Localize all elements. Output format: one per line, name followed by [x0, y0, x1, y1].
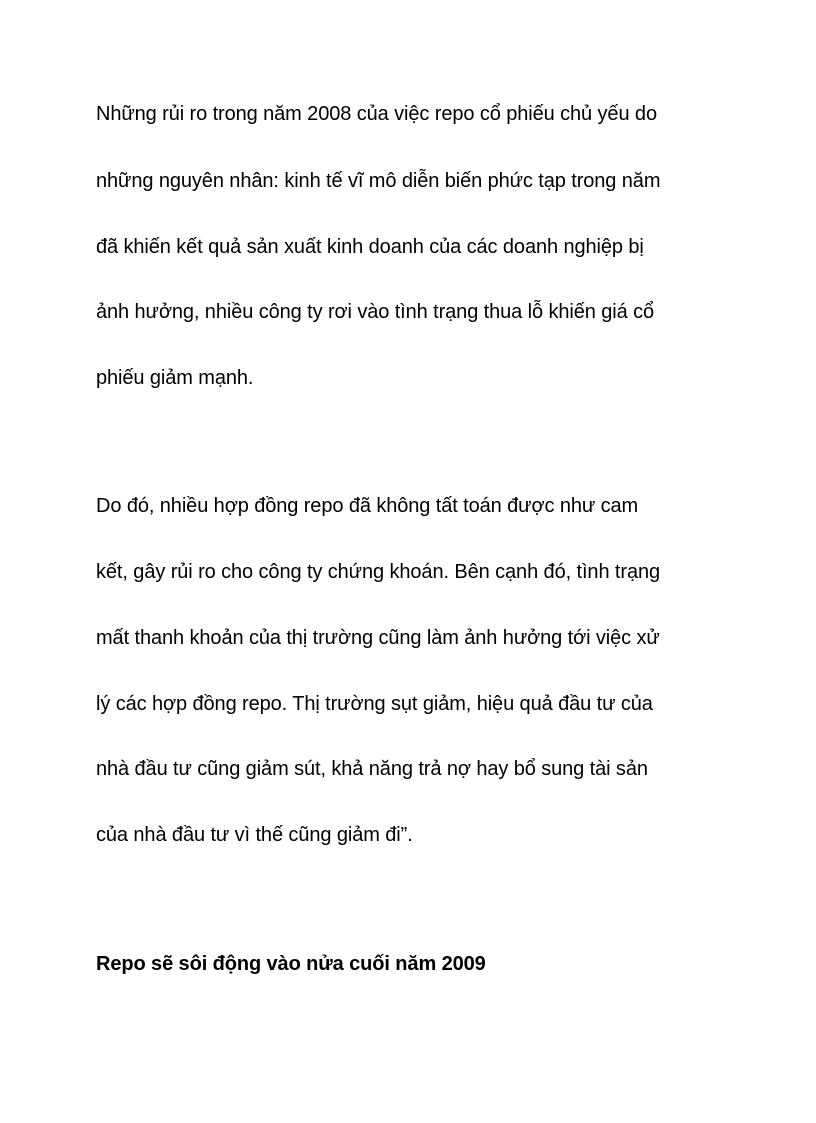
paragraph-2-line-3: mất thanh khoản của thị trường cũng làm ảnh hưởng tới việc xử	[96, 627, 660, 649]
paragraph-2-line-5: nhà đầu tư cũng giảm sút, khả năng trả nợ hay bổ sung tài sản	[96, 758, 648, 780]
paragraph-2-line-2: kết, gây rủi ro cho công ty chứng khoán. Bên cạnh đó, tình trạng	[96, 561, 661, 583]
paragraph-2-line-1: Do đó, nhiều hợp đồng repo đã không tất toán được như cam	[96, 495, 639, 517]
paragraph-1-line-5: phiếu giảm mạnh.	[96, 367, 254, 389]
paragraph-1-line-3: đã khiến kết quả sản xuất kinh doanh của các doanh nghiệp bị	[96, 236, 644, 258]
paragraph-1-line-4: ảnh hưởng, nhiều công ty rơi vào tình trạng thua lỗ khiến giá cổ	[96, 301, 655, 323]
paragraph-1-line-1: Những rủi ro trong năm 2008 của việc repo cổ phiếu chủ yếu do	[96, 103, 657, 125]
paragraph-2-line-4: lý các hợp đồng repo. Thị trường sụt giảm, hiệu quả đầu tư của	[96, 693, 653, 715]
section-heading: Repo sẽ sôi động vào nửa cuối năm 2009	[96, 953, 486, 975]
paragraph-1-line-2: những nguyên nhân: kinh tế vĩ mô diễn biến phức tạp trong năm	[96, 170, 661, 192]
paragraph-2-line-6: của nhà đầu tư vì thế cũng giảm đi”.	[96, 824, 413, 846]
